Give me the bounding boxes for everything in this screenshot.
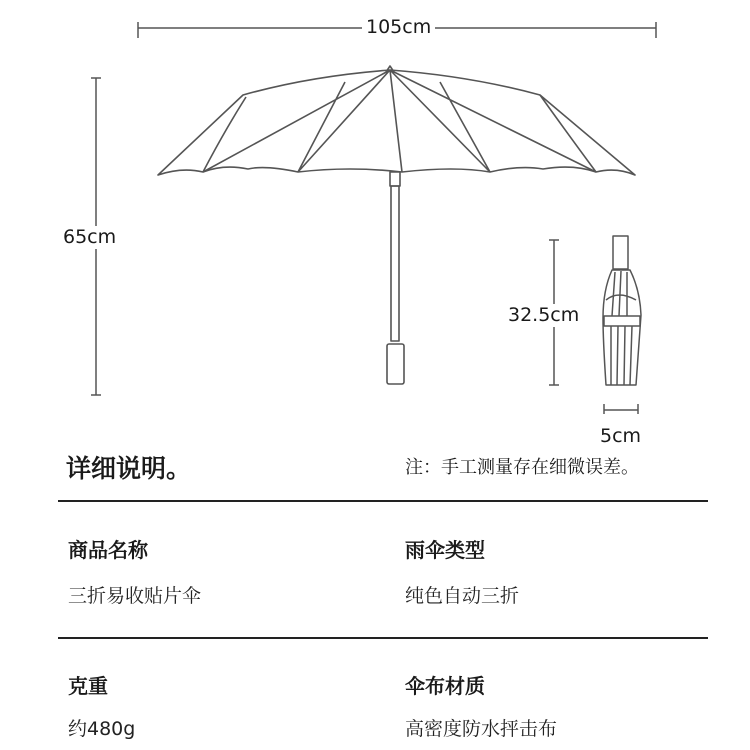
folded-umbrella-strap (604, 316, 640, 326)
details-title: 详细说明。 (66, 454, 192, 483)
umbrella-shaft-upper (390, 172, 400, 186)
spec-label-fabric-material: 伞布材质 (405, 674, 485, 698)
spec-label-umbrella-type: 雨伞类型 (405, 538, 485, 562)
folded-umbrella-drawing (603, 236, 641, 385)
folded-umbrella-body (603, 270, 641, 385)
folded-height-label: 32.5cm (508, 304, 580, 326)
spec-value-fabric-material: 高密度防水抨击布 (405, 718, 558, 740)
spec-label-weight: 克重 (68, 674, 108, 698)
spec-label-product-name: 商品名称 (68, 538, 148, 562)
spec-value-umbrella-type: 纯色自动三折 (405, 585, 520, 607)
spec-value-product-name: 三折易收贴片伞 (68, 585, 202, 607)
measurement-note: 注：手工测量存在细微误差。 (405, 457, 639, 478)
folded-diameter-label: 5cm (600, 425, 642, 447)
width-label: 105cm (362, 18, 435, 37)
folded-umbrella-handle (613, 236, 628, 269)
open-umbrella-drawing (158, 66, 635, 384)
spec-value-weight: 约480g (68, 718, 136, 740)
folded-diameter-dimension-line (604, 404, 638, 414)
divider-top (58, 500, 708, 502)
umbrella-shaft (391, 186, 399, 341)
folded-umbrella-folds (606, 271, 636, 385)
umbrella-ribs (203, 70, 596, 172)
divider-middle (58, 637, 708, 639)
umbrella-handle (387, 344, 404, 384)
height-label: 65cm (63, 226, 117, 248)
